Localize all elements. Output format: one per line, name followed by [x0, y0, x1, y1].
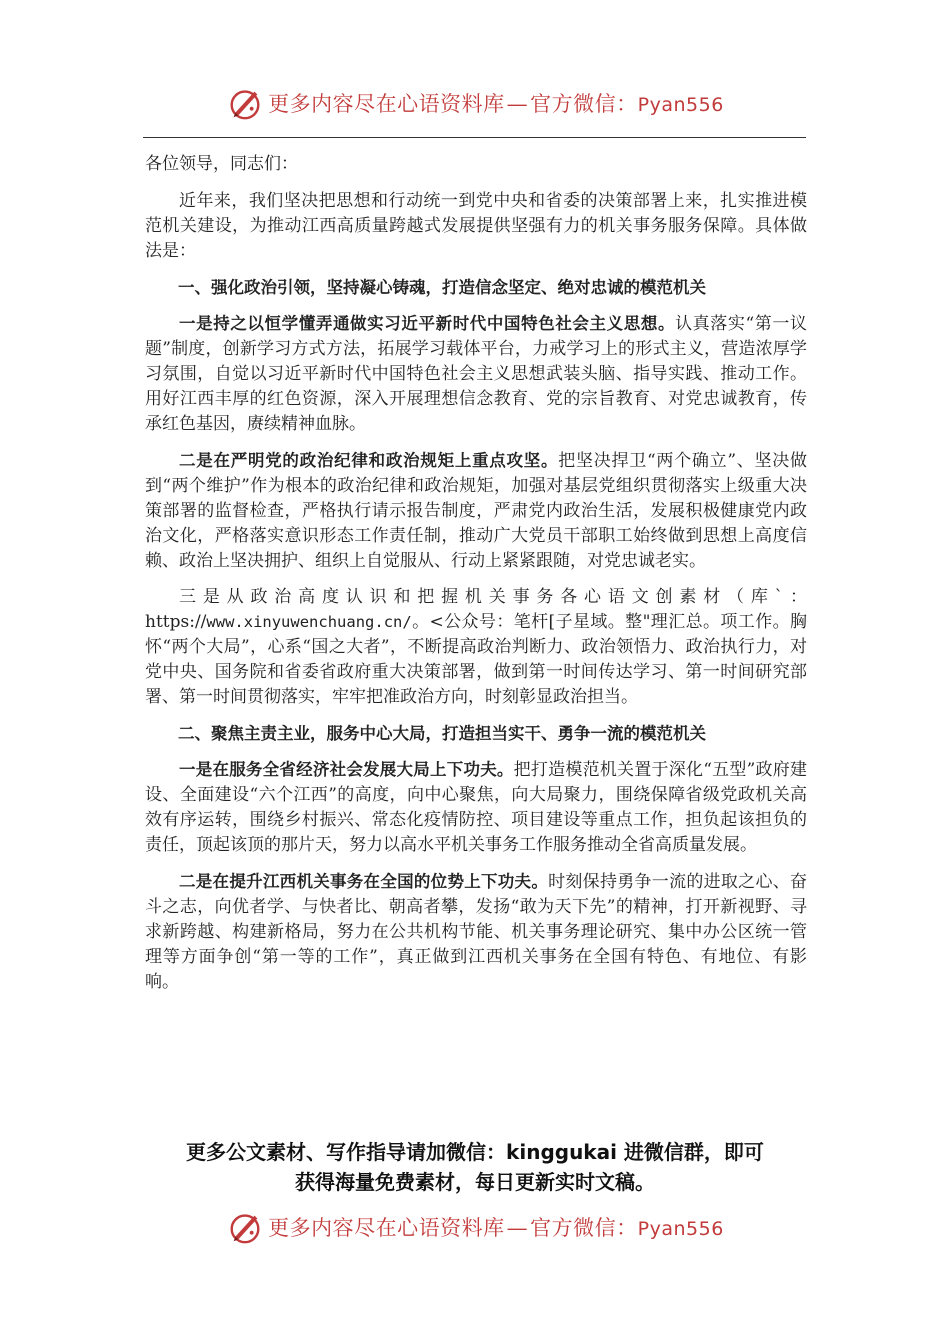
- pen-circle-logo-icon: [226, 1208, 264, 1246]
- paragraph-text-a: 三是从政治高度认识和把握机关事务各心语文创素材（库`：https://: [145, 587, 807, 632]
- banner-separator: —: [506, 1216, 529, 1240]
- paragraph-lead: 二是在严明党的政治纪律和政治规矩上重点攻坚。: [179, 451, 559, 470]
- intro-paragraph: 近年来，我们坚决把思想和行动统一到党中央和省委的决策部署上来，扎实推进模范机关建设，为推动江西高质量跨越式发展提供坚强有力的机关事务服务保障。具体做法是：: [145, 191, 807, 261]
- pen-circle-logo-icon: [226, 84, 264, 122]
- greeting: 各位领导，同志们：: [145, 154, 298, 174]
- promo-block: [0, 1137, 950, 1197]
- header-divider: [143, 137, 806, 138]
- banner-contact-label: 官方微信：: [530, 92, 638, 116]
- banner-title: 更多内容尽在心语资料库: [268, 92, 505, 116]
- paragraph-lead: 一是在服务全省经济社会发展大局上下功夫。: [179, 760, 514, 779]
- section-1-paragraph-1: [145, 311, 807, 437]
- banner-separator: —: [506, 92, 529, 116]
- paragraph-body: 时刻保持勇争一流的进取之心、奋斗之志，向优者学、与快者比、朝高者攀，发扬“敢为天下先”的精神，打开新视野、寻求新跨越、构建新格局，努力在公共机构节能、机关事务理论研究、集中办公区统一管理等方面争创“第一等的工作”，真正做到江西机关事务在全国有特色、有地位、有影响。: [145, 872, 808, 992]
- section-2-paragraph-2: [145, 869, 807, 995]
- section-1-heading: 一、强化政治引领，坚持凝心铸魂，打造信念坚定、绝对忠诚的模范机关: [178, 278, 706, 297]
- website-url: www.xinyuwenchuang.cn/: [206, 613, 412, 631]
- section-1-paragraph-3: [145, 585, 807, 710]
- banner-contact-label: 官方微信：: [530, 1216, 638, 1240]
- paragraph-lead: 一是持之以恒学懂弄通做实习近平新时代中国特色社会主义思想。: [179, 314, 676, 333]
- banner-text: [268, 88, 724, 118]
- banner-text: [268, 1212, 724, 1242]
- section-2-heading: 二、聚焦主责主业，服务中心大局，打造担当实干、勇争一流的模范机关: [178, 724, 706, 743]
- paragraph-body: 认真落实“第一议题”制度，创新学习方式方法，拓展学习载体平台，力戒学习上的形式主义，营造浓厚学习氛围，自觉以习近平新时代中国特色社会主义思想武装头脑、指导实践、推动工作。用好江西丰厚的红色资源，深入开展理想信念教育、党的宗旨教育、对党忠诚教育，传承红色基因，赓续精神血脉。: [145, 314, 807, 434]
- section-2-paragraph-1: [145, 757, 807, 858]
- paragraph-text-b: 。<公众号：笔杆[子星域。整"理汇总。项工作。胸怀“两个大局”，心系“国之大者”，不断提高政治判断力、政治领悟力、政治执行力，对党中央、国务院和省委省政府重大决策部署，做到第一时间传达学习、第一时间研究部署、第一时间贯彻落实，牢牢把准政治方向，时刻彰显政治担当。: [145, 612, 807, 707]
- banner-wechat-id: Pyan556: [637, 94, 724, 116]
- paragraph-lead: 二是在提升江西机关事务在全国的位势上下功夫。: [179, 872, 549, 891]
- footer-banner: [0, 1207, 950, 1247]
- promo-line-2: 获得海量免费素材，每日更新实时文稿。: [295, 1170, 655, 1194]
- banner-wechat-id: Pyan556: [637, 1218, 724, 1240]
- paragraph-body: 把坚决捍卫“两个确立”、坚决做到“两个维护”作为根本的政治纪律和政治规矩，加强对基层党组织贯彻落实上级重大决策部署的监督检查，严格执行请示报告制度，严肃党内政治生活，发展积极健康党内政治文化，严格落实意识形态工作责任制，推动广大党员干部职工始终做到思想上高度信赖、政治上坚决拥护、组织上自觉服从、行动上紧紧跟随，对党忠诚老实。: [145, 451, 807, 571]
- section-1-paragraph-2: [145, 448, 807, 574]
- paragraph-body: 把打造模范机关置于深化“五型”政府建设、全面建设“六个江西”的高度，向中心聚焦，向大局聚力，围绕保障省级党政机关高效有序运转，围绕乡村振兴、常态化疫情防控、项目建设等重点工作，担负起该担负的责任，顶起该顶的那片天，努力以高水平机关事务工作服务推动全省高质量发展。: [145, 760, 807, 855]
- promo-line-1: 更多公文素材、写作指导请加微信：kinggukai 进微信群，即可: [186, 1140, 764, 1164]
- document-body: [145, 152, 807, 1006]
- header-banner: [0, 83, 950, 123]
- banner-title: 更多内容尽在心语资料库: [268, 1216, 505, 1240]
